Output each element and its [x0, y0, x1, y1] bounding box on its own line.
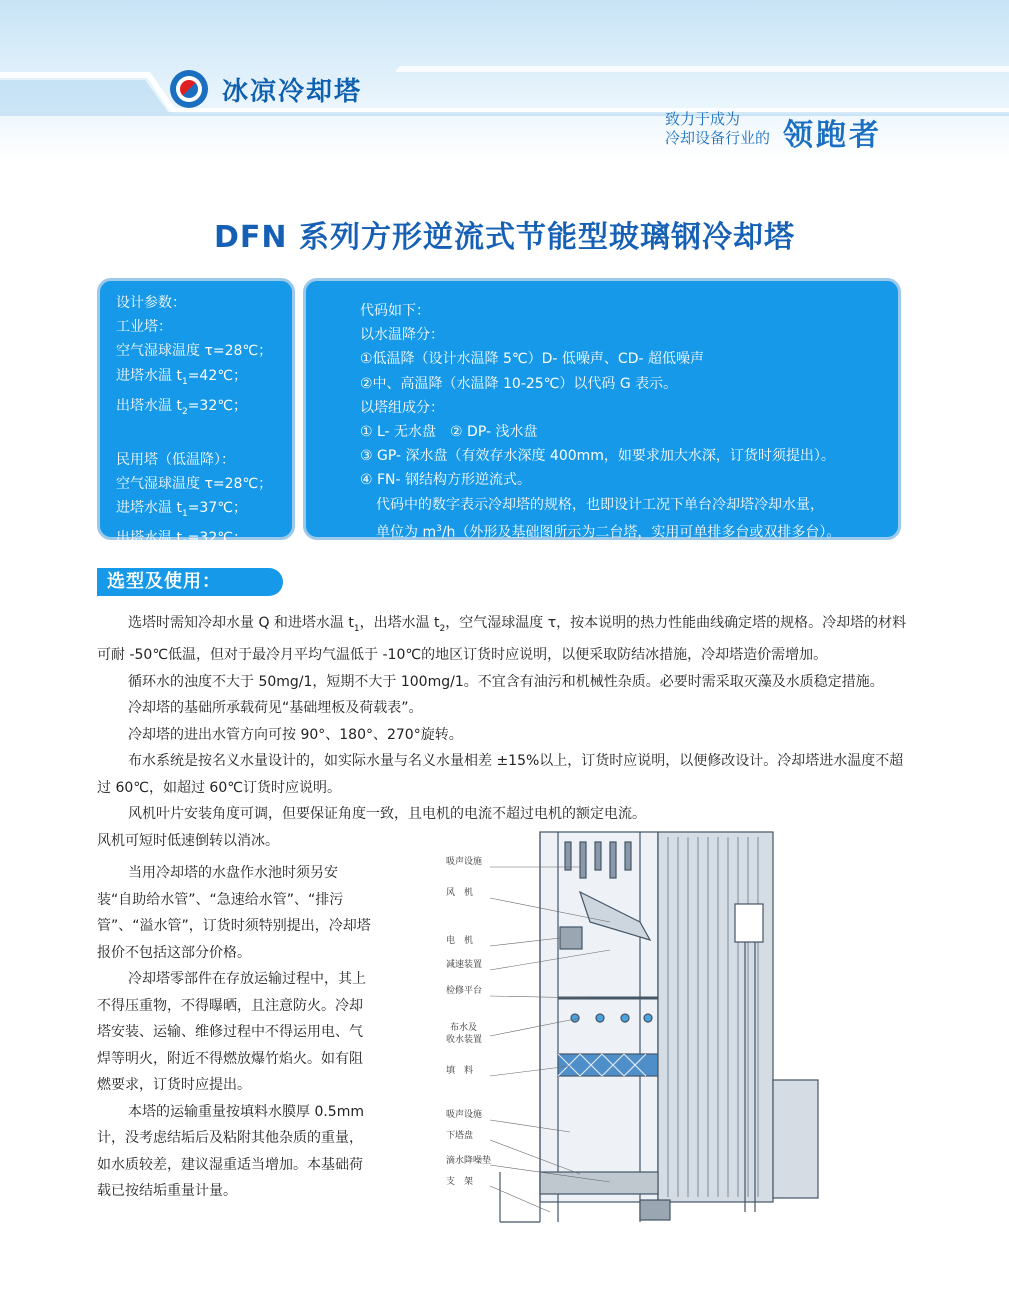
selection-usage-text [97, 610, 907, 854]
code-line-10: 单位为 $m^3/h$（外形及基础图所示为二台塔，实用可单排多台或双排多台）。 [376, 523, 841, 541]
note-3: 本塔的运输重量按填料水膜厚 0.5mm 计，没考虑结垢后及粘附其他杂质的重量，如水质较差，建议湿重适当增加。本基础荷载已按结垢重量计量。 [97, 1103, 364, 1199]
params-heading: 设计参数： [116, 295, 186, 311]
label-platform: 检修平台 [446, 986, 483, 996]
note-2: 冷却塔零部件在存放运输过程中，其上不得压重物，不得曝晒，且注意防火。冷却塔安装、运输、维修过程中不得运用电、气焊等明火，附近不得燃放爆竹焰火。如有阻燃要求，订货时应提出。 [97, 971, 366, 1093]
ind-inlet-temp: 进塔水温 $t_1=42℃$； [116, 367, 247, 387]
brand-name: 冰凉冷却塔 [222, 76, 363, 107]
cooling-tower-drawing [440, 822, 830, 1232]
label-sound-absorber-bottom: 吸声设施 [446, 1110, 483, 1120]
code-panel [303, 278, 901, 540]
code-line-4: ②中、高温降（水温降 10-25℃）以代码 G 表示。 [360, 375, 678, 392]
civ-inlet-temp: 进塔水温 $t_1=37℃$； [116, 500, 247, 519]
note-1: 当用冷却塔的水盘作水池时须另安装“自助给水管”、“急速给水管”、“排污管”、“溢水管”，订货时须特别提出，冷却塔报价不包括这部分价格。 [97, 865, 371, 961]
code-line-8: ④ FN- 钢结构方形逆流式。 [360, 472, 532, 489]
label-sound-absorber-top: 吸声设施 [446, 857, 483, 867]
slogan-line-2: 冷却设备行业的 [665, 129, 771, 147]
ind-wet-bulb: 空气湿球温度 τ=28℃； [116, 343, 273, 360]
civ-wet-bulb: 空气湿球温度 τ=28℃； [116, 475, 273, 492]
paragraph-3: 冷却塔的基础所承载荷见“基础埋板及荷载表”。 [128, 700, 423, 717]
paragraph-6a: 风机叶片安装角度可调，但要保证角度一致，且电机的电流不超过电机的额定电流。 [128, 806, 646, 823]
slogan-line-1: 致力于成为 [665, 110, 741, 128]
label-support: 支 架 [446, 1177, 474, 1187]
industrial-label: 工业塔： [116, 319, 172, 336]
code-line-5: 以塔组成分： [360, 399, 444, 416]
brand [170, 70, 362, 108]
code-line-9: 代码中的数字表示冷却塔的规格，也即设计工况下单台冷却塔冷却水量， [376, 496, 824, 513]
label-reducer: 减速装置 [446, 960, 483, 970]
paragraph-6b: 风机可短时低速倒转以消冰。 [97, 832, 279, 849]
ind-outlet-temp: 出塔水温 $t_2=32℃$； [116, 397, 247, 417]
label-noise-pad: 滴水降噪垫 [446, 1156, 492, 1166]
paragraph-5: 布水系统是按名义水量设计的，如实际水量与名义水量相差 ±15%以上，订货时应说明，以便修改设计。冷却塔进水温度不超过 60℃，如超过 60℃订货时应说明。 [97, 753, 904, 796]
code-line-3: ①低温降（设计水温降 5℃）D- 低噪声、CD- 超低噪声 [360, 351, 704, 368]
label-distribution-a: 布水及 [450, 1023, 478, 1033]
slogan-big: 领跑者 [783, 118, 882, 153]
label-motor: 电 机 [446, 936, 474, 946]
civil-label: 民用塔（低温降）： [116, 451, 235, 468]
design-params-panel [97, 278, 295, 549]
label-fan: 风 机 [446, 888, 474, 898]
code-line-7: ③ GP- 深水盘（有效存水深度 400mm，如要求加大水深，订货时须提出）。 [360, 448, 835, 465]
civ-outlet-temp: 出塔水温 $t_2=32℃$； [116, 530, 247, 549]
code-line-2: 以水温降分： [360, 327, 444, 344]
label-fill: 填 料 [446, 1066, 474, 1076]
slogan [665, 110, 882, 153]
notes-text [97, 860, 372, 1205]
paragraph-1: 选塔时需知冷却水量 Q 和进塔水温 $t_1$，出塔水温 $t_2$，空气湿球温度 τ，按本说明的热力性能曲线确定塔的规格。冷却塔的材料可耐 -50℃低温，但对于最冷月平均气温低于 -10℃的地区订货时应说明，以便采取防结冰措施，冷却塔造价需增加。 [97, 615, 907, 664]
paragraph-2: 循环水的浊度不大于 50mg/1，短期不大于 100mg/1。不宜含有油污和机械性杂质。必要时需采取灭藻及水质稳定措施。 [128, 673, 884, 690]
company-logo-icon [170, 70, 208, 108]
page-title: DFN 系列方形逆流式节能型玻璃钢冷却塔 [214, 220, 795, 255]
label-distribution-b: 收水装置 [446, 1035, 483, 1045]
code-line-6: ① L- 无水盘 ② DP- 浅水盘 [360, 424, 538, 441]
code-line-1: 代码如下： [360, 303, 430, 319]
paragraph-4: 冷却塔的进出水管方向可按 90°、180°、270°旋转。 [128, 726, 463, 743]
section-heading: 选型及使用： [97, 568, 283, 596]
label-lower-basin: 下塔盘 [446, 1131, 474, 1141]
